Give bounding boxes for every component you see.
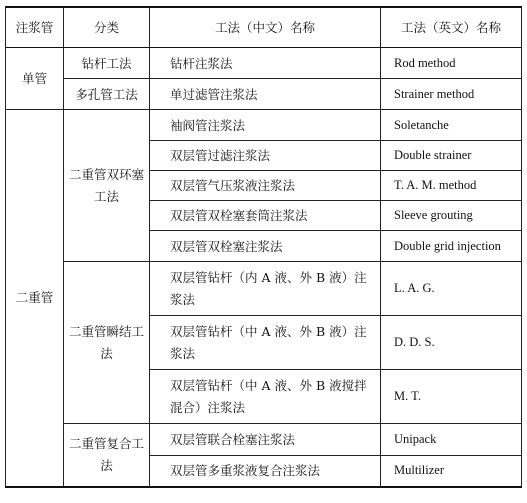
- header-method-cn: 工法（中文）名称: [150, 7, 381, 48]
- category-cell: 钻杆工法: [64, 48, 150, 79]
- method-en-cell: Rod method: [381, 48, 522, 79]
- method-en-cell: D. D. S.: [381, 316, 522, 370]
- table-row: [6, 424, 522, 456]
- table-row: [6, 79, 522, 110]
- category-cell: 二重管双环塞工法: [64, 110, 150, 262]
- method-en-cell: T. A. M. method: [381, 171, 522, 201]
- category-cell: 二重管复合工法: [64, 424, 150, 487]
- method-cn-cell: 双层管双栓塞套筒注浆法: [150, 201, 381, 231]
- method-cn-cell: 双层管多重浆液复合注浆法: [150, 456, 381, 487]
- method-en-cell: Sleeve grouting: [381, 201, 522, 231]
- method-cn-cell: 双层管联合栓塞注浆法: [150, 424, 381, 456]
- table-row: [6, 110, 522, 141]
- header-category: 分类: [64, 7, 150, 48]
- pipe-cell-double: 二重管: [6, 110, 64, 487]
- method-cn-cell: 双层管钻杆（中 A 液、外 B 液搅拌混合）注浆法: [150, 370, 381, 424]
- method-cn-cell: 双层管双栓塞注浆法: [150, 231, 381, 262]
- category-cell: 多孔管工法: [64, 79, 150, 110]
- method-en-cell: Strainer method: [381, 79, 522, 110]
- grouting-methods-table-sheet: [5, 6, 521, 497]
- pipe-cell-single: 单管: [6, 48, 64, 110]
- method-cn-cell: 双层管钻杆（中 A 液、外 B 液）注浆法: [150, 316, 381, 370]
- method-en-cell: L. A. G.: [381, 262, 522, 316]
- table-row: [6, 48, 522, 79]
- method-cn-cell: 双层管过滤注浆法: [150, 141, 381, 171]
- method-cn-cell: 双层管钻杆（内 A 液、外 B 液）注浆法: [150, 262, 381, 316]
- method-en-cell: M. T.: [381, 370, 522, 424]
- grouting-methods-table: [5, 6, 522, 488]
- method-cn-cell: 双层管气压浆液注浆法: [150, 171, 381, 201]
- method-en-cell: Soletanche: [381, 110, 522, 141]
- table-row: [6, 262, 522, 316]
- method-en-cell: Multilizer: [381, 456, 522, 487]
- table-header-row: [6, 7, 522, 48]
- header-method-en: 工法（英文）名称: [381, 7, 522, 48]
- method-cn-cell: 钻杆注浆法: [150, 48, 381, 79]
- category-cell: 二重管瞬结工法: [64, 262, 150, 424]
- method-cn-cell: 袖阀管注浆法: [150, 110, 381, 141]
- method-en-cell: Unipack: [381, 424, 522, 456]
- method-en-cell: Double strainer: [381, 141, 522, 171]
- method-cn-cell: 单过滤管注浆法: [150, 79, 381, 110]
- header-grout-pipe: 注浆管: [6, 7, 64, 48]
- method-en-cell: Double grid injection: [381, 231, 522, 262]
